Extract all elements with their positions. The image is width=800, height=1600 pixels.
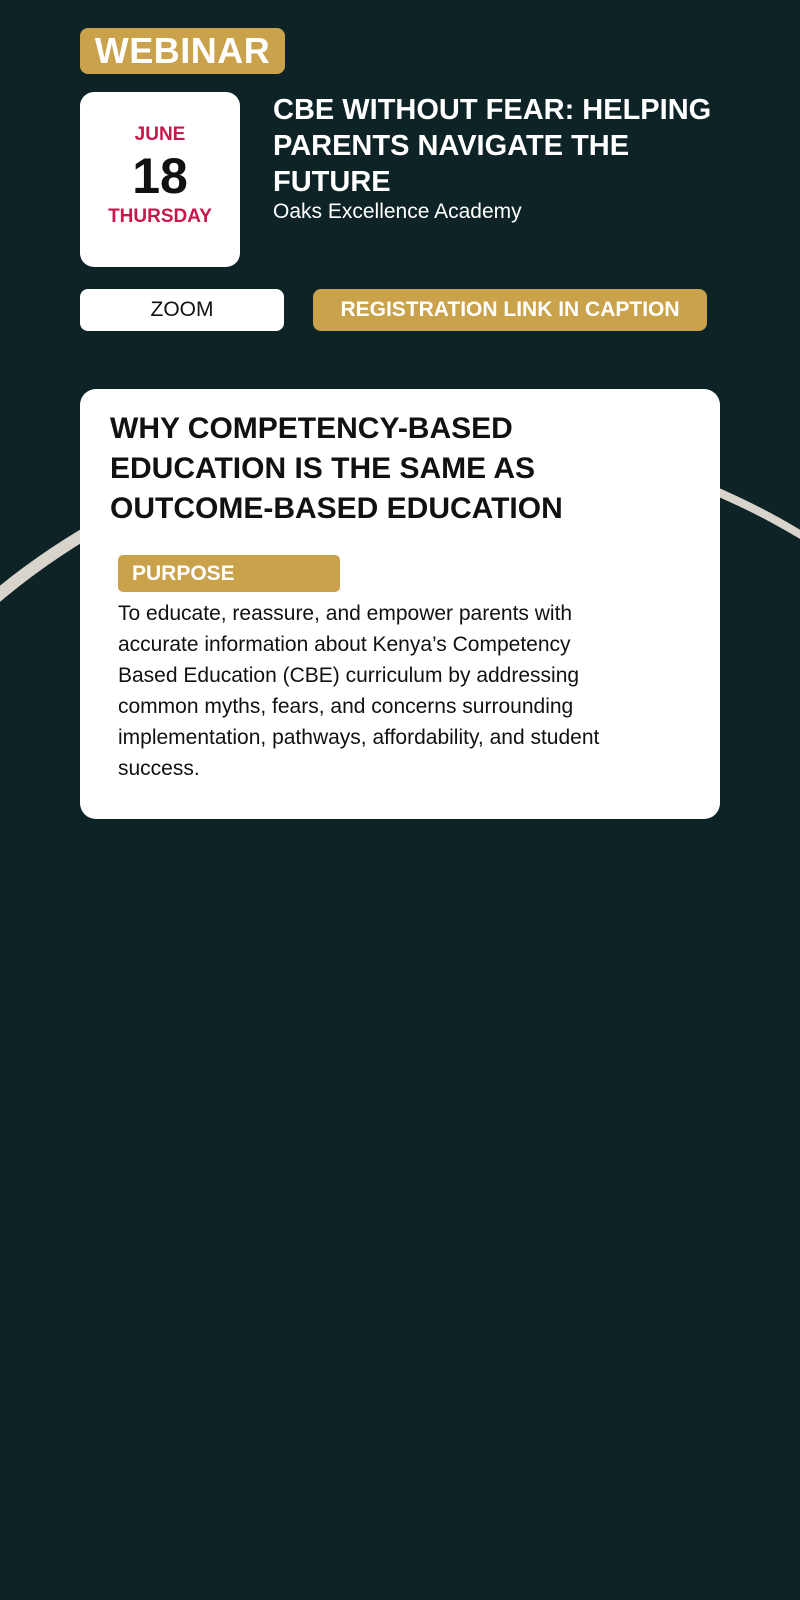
date-weekday: THURSDAY bbox=[108, 206, 212, 227]
card-heading-line: EDUCATION IS THE SAME AS bbox=[110, 452, 536, 485]
date-month: JUNE bbox=[134, 124, 186, 145]
purpose-text bbox=[118, 598, 688, 784]
purpose-line: Based Education (CBE) curriculum by addressing bbox=[118, 664, 580, 687]
date-card bbox=[80, 92, 240, 267]
purpose-line: success. bbox=[118, 757, 200, 780]
webinar-badge: WEBINAR bbox=[80, 28, 285, 74]
date-day: 18 bbox=[132, 148, 188, 204]
purpose-badge: PURPOSE bbox=[118, 555, 340, 592]
card-heading-line: OUTCOME-BASED EDUCATION bbox=[110, 492, 563, 525]
event-title bbox=[273, 92, 753, 200]
purpose-line: To educate, reassure, and empower parents with bbox=[118, 602, 573, 625]
purpose-line: common myths, fears, and concerns surrounding bbox=[118, 695, 574, 718]
content-card bbox=[80, 389, 720, 819]
purpose-line: accurate information about Kenya’s Competency bbox=[118, 633, 571, 656]
event-title-line: CBE WITHOUT FEAR: HELPING bbox=[273, 94, 712, 126]
platform-label: ZOOM bbox=[80, 289, 284, 331]
card-heading bbox=[110, 409, 710, 529]
purpose-line: implementation, pathways, affordability, and student bbox=[118, 726, 600, 749]
event-title-line: FUTURE bbox=[273, 166, 391, 198]
event-organizer: Oaks Excellence Academy bbox=[273, 200, 522, 223]
registration-label: REGISTRATION LINK IN CAPTION bbox=[313, 289, 707, 331]
event-title-line: PARENTS NAVIGATE THE bbox=[273, 130, 630, 162]
card-heading-line: WHY COMPETENCY-BASED bbox=[110, 412, 513, 445]
